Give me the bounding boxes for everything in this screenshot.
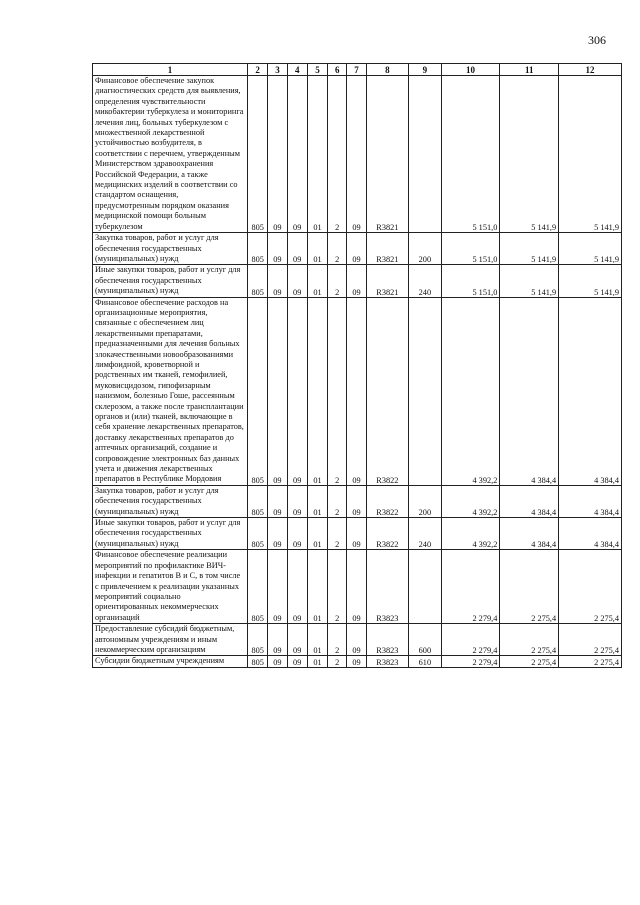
cell-event: 09 xyxy=(347,518,366,550)
row-description: Предоставление субсидий бюджетным, автономным учреждениям и иным некоммерческим организациям xyxy=(93,624,248,656)
table-row xyxy=(93,550,622,624)
cell-expense-type: 240 xyxy=(409,265,441,297)
table-row xyxy=(93,233,622,265)
cell-amount-11: 2 275,4 xyxy=(500,624,559,656)
cell-ministry-code: 805 xyxy=(248,624,268,656)
col-header-12: 12 xyxy=(559,64,622,76)
cell-amount-10: 4 392,2 xyxy=(441,518,500,550)
table-row xyxy=(93,76,622,233)
page-number: 306 xyxy=(588,33,606,47)
cell-subsection: 09 xyxy=(287,518,307,550)
row-description: Финансовое обеспечение расходов на организационные мероприятия, связанные с обеспечением лиц лекарственными препаратами, предназначенными для лечения больных злокачественными новообразованиями лимфоидной, кроветворной и родственных им тканей, гемофилией, муковисцидозом, гипофизарным нанизмом, болезнью Гоше, рассеянным склерозом, а также после трансплантации органов и (или) тканей, включающие в себя хранение лекарственных препаратов, доставку лекарственных препаратов до аптечных организаций, создание и сопровождение электронных баз данных учета и движения лекарственных препаратов в Республике Мордовия xyxy=(93,297,248,485)
col-header-4: 4 xyxy=(287,64,307,76)
cell-program: 01 xyxy=(307,485,327,517)
cell-amount-10: 5 151,0 xyxy=(441,233,500,265)
cell-expense-type xyxy=(409,550,441,624)
cell-expense-type: 200 xyxy=(409,233,441,265)
table-row xyxy=(93,518,622,550)
cell-amount-10: 2 279,4 xyxy=(441,656,500,667)
cell-expense-type: 600 xyxy=(409,624,441,656)
cell-subprogram: 2 xyxy=(328,485,347,517)
cell-subprogram: 2 xyxy=(328,233,347,265)
cell-amount-12: 2 275,4 xyxy=(559,624,622,656)
cell-event: 09 xyxy=(347,485,366,517)
row-description: Финансовое обеспечение закупок диагностических средств для выявления, определения чувствительности микобактерии туберкулеза и мониторинга лечения лиц, больных туберкулезом с множественной лекарственной устойчивостью возбудителя, в соответствии с перечнем, утвержденным Министерством здравоохранения Российской Федерации, а также медицинских изделий в соответствии со стандартом оснащения, предусмотренным порядком оказания медицинской помощи больным туберкулезом xyxy=(93,76,248,233)
cell-amount-10: 4 392,2 xyxy=(441,485,500,517)
cell-ministry-code: 805 xyxy=(248,485,268,517)
table-row xyxy=(93,485,622,517)
table-row xyxy=(93,656,622,667)
col-header-3: 3 xyxy=(268,64,287,76)
cell-ministry-code: 805 xyxy=(248,76,268,233)
cell-subprogram: 2 xyxy=(328,624,347,656)
cell-direction: R3823 xyxy=(366,656,409,667)
cell-program: 01 xyxy=(307,76,327,233)
cell-program: 01 xyxy=(307,656,327,667)
cell-section: 09 xyxy=(268,297,287,485)
col-header-6: 6 xyxy=(328,64,347,76)
cell-program: 01 xyxy=(307,550,327,624)
cell-amount-10: 4 392,2 xyxy=(441,297,500,485)
cell-program: 01 xyxy=(307,233,327,265)
col-header-9: 9 xyxy=(409,64,441,76)
table-row xyxy=(93,624,622,656)
cell-amount-11: 4 384,4 xyxy=(500,485,559,517)
cell-ministry-code: 805 xyxy=(248,656,268,667)
budget-table xyxy=(92,63,622,668)
cell-subsection: 09 xyxy=(287,233,307,265)
cell-event: 09 xyxy=(347,233,366,265)
cell-section: 09 xyxy=(268,656,287,667)
cell-direction: R3821 xyxy=(366,265,409,297)
cell-section: 09 xyxy=(268,76,287,233)
cell-subprogram: 2 xyxy=(328,656,347,667)
row-description: Закупка товаров, работ и услуг для обеспечения государственных (муниципальных) нужд xyxy=(93,485,248,517)
cell-amount-12: 2 275,4 xyxy=(559,656,622,667)
cell-ministry-code: 805 xyxy=(248,518,268,550)
cell-direction: R3821 xyxy=(366,76,409,233)
cell-event: 09 xyxy=(347,656,366,667)
cell-expense-type xyxy=(409,76,441,233)
col-header-11: 11 xyxy=(500,64,559,76)
cell-section: 09 xyxy=(268,485,287,517)
row-description: Субсидии бюджетным учреждениям xyxy=(93,656,248,667)
row-description: Иные закупки товаров, работ и услуг для обеспечения государственных (муниципальных) нужд xyxy=(93,518,248,550)
cell-expense-type: 200 xyxy=(409,485,441,517)
cell-expense-type: 610 xyxy=(409,656,441,667)
cell-ministry-code: 805 xyxy=(248,265,268,297)
cell-section: 09 xyxy=(268,518,287,550)
cell-amount-12: 2 275,4 xyxy=(559,550,622,624)
col-header-1: 1 xyxy=(93,64,248,76)
cell-program: 01 xyxy=(307,297,327,485)
cell-event: 09 xyxy=(347,550,366,624)
cell-direction: R3821 xyxy=(366,233,409,265)
cell-subsection: 09 xyxy=(287,550,307,624)
cell-amount-10: 2 279,4 xyxy=(441,550,500,624)
cell-subprogram: 2 xyxy=(328,265,347,297)
cell-subprogram: 2 xyxy=(328,550,347,624)
cell-direction: R3823 xyxy=(366,550,409,624)
header-row xyxy=(93,64,622,76)
cell-section: 09 xyxy=(268,233,287,265)
cell-amount-10: 5 151,0 xyxy=(441,76,500,233)
cell-amount-12: 4 384,4 xyxy=(559,518,622,550)
cell-subsection: 09 xyxy=(287,485,307,517)
cell-event: 09 xyxy=(347,76,366,233)
cell-amount-11: 5 141,9 xyxy=(500,76,559,233)
cell-subprogram: 2 xyxy=(328,518,347,550)
col-header-5: 5 xyxy=(307,64,327,76)
cell-event: 09 xyxy=(347,297,366,485)
cell-amount-10: 5 151,0 xyxy=(441,265,500,297)
cell-ministry-code: 805 xyxy=(248,550,268,624)
cell-direction: R3822 xyxy=(366,518,409,550)
cell-amount-12: 5 141,9 xyxy=(559,233,622,265)
col-header-8: 8 xyxy=(366,64,409,76)
cell-subsection: 09 xyxy=(287,656,307,667)
cell-amount-12: 4 384,4 xyxy=(559,297,622,485)
row-description: Иные закупки товаров, работ и услуг для обеспечения государственных (муниципальных) нужд xyxy=(93,265,248,297)
cell-section: 09 xyxy=(268,265,287,297)
cell-subsection: 09 xyxy=(287,265,307,297)
cell-program: 01 xyxy=(307,518,327,550)
cell-amount-11: 5 141,9 xyxy=(500,265,559,297)
cell-direction: R3822 xyxy=(366,297,409,485)
col-header-2: 2 xyxy=(248,64,268,76)
cell-event: 09 xyxy=(347,624,366,656)
cell-subsection: 09 xyxy=(287,624,307,656)
cell-direction: R3822 xyxy=(366,485,409,517)
row-description: Закупка товаров, работ и услуг для обеспечения государственных (муниципальных) нужд xyxy=(93,233,248,265)
cell-amount-12: 4 384,4 xyxy=(559,485,622,517)
cell-subprogram: 2 xyxy=(328,76,347,233)
cell-amount-11: 2 275,4 xyxy=(500,550,559,624)
cell-direction: R3823 xyxy=(366,624,409,656)
cell-amount-12: 5 141,9 xyxy=(559,265,622,297)
cell-ministry-code: 805 xyxy=(248,233,268,265)
col-header-7: 7 xyxy=(347,64,366,76)
table-row xyxy=(93,297,622,485)
row-description: Финансовое обеспечение реализации мероприятий по профилактике ВИЧ-инфекции и гепатитов В и С, в том числе с привлечением к реализации указанных мероприятий социально ориентированных некоммерческих организаций xyxy=(93,550,248,624)
cell-program: 01 xyxy=(307,624,327,656)
cell-section: 09 xyxy=(268,550,287,624)
cell-amount-10: 2 279,4 xyxy=(441,624,500,656)
cell-expense-type: 240 xyxy=(409,518,441,550)
cell-ministry-code: 805 xyxy=(248,297,268,485)
cell-amount-11: 4 384,4 xyxy=(500,297,559,485)
cell-amount-11: 4 384,4 xyxy=(500,518,559,550)
cell-expense-type xyxy=(409,297,441,485)
cell-amount-11: 2 275,4 xyxy=(500,656,559,667)
table-row xyxy=(93,265,622,297)
col-header-10: 10 xyxy=(441,64,500,76)
cell-amount-12: 5 141,9 xyxy=(559,76,622,233)
cell-amount-11: 5 141,9 xyxy=(500,233,559,265)
cell-subprogram: 2 xyxy=(328,297,347,485)
cell-subsection: 09 xyxy=(287,76,307,233)
cell-event: 09 xyxy=(347,265,366,297)
cell-subsection: 09 xyxy=(287,297,307,485)
cell-program: 01 xyxy=(307,265,327,297)
cell-section: 09 xyxy=(268,624,287,656)
